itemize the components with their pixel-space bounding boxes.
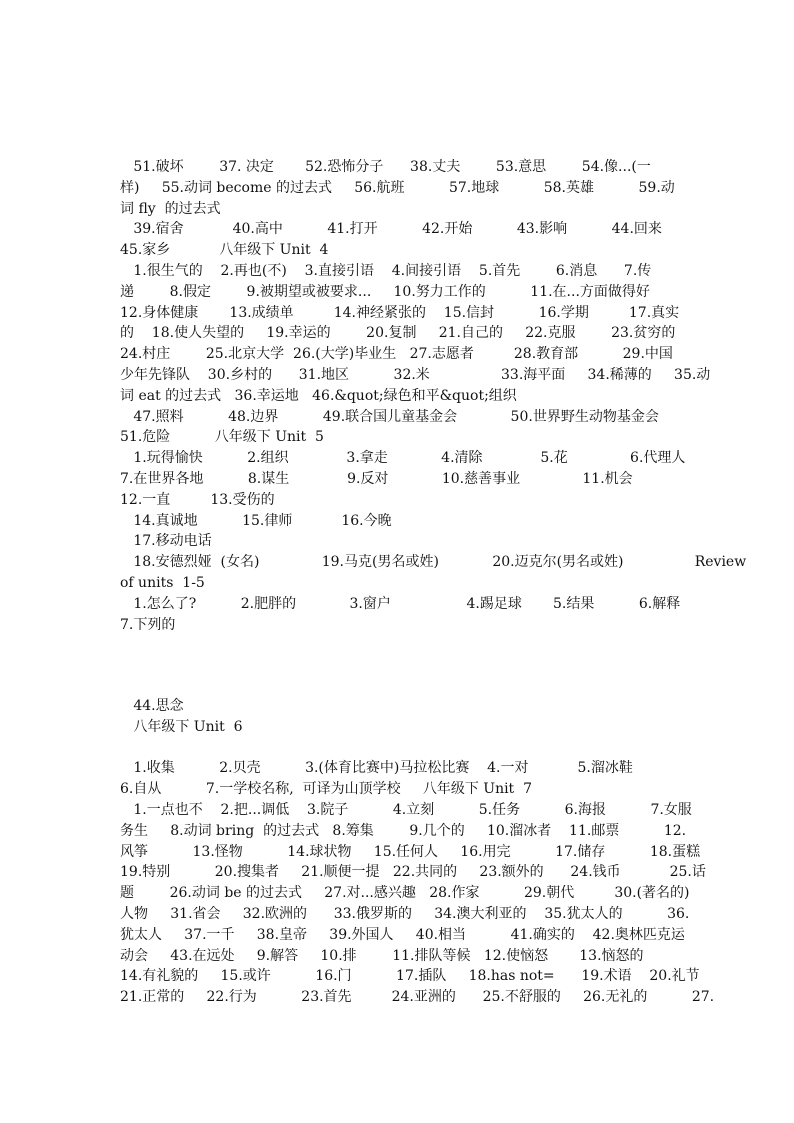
block1-line: 样) 55.动词 become 的过去式 56.航班 57.地球 58.英雄 59.动 (120, 179, 675, 196)
block1-line: 39.宿舍 40.高中 41.打开 42.开始 43.影响 44.回来 (120, 221, 662, 238)
block1-line: 7.在世界各地 8.谋生 9.反对 10.慈善事业 11.机会 (120, 471, 633, 487)
block2-line: 6.自从 7.一学校名称, 可译为山顶学校 八年级下 Unit 7 (120, 781, 532, 798)
block1-line: 18.安德烈娅 (女名) 19.马克(男名或姓) 20.迈克尔(男名或姓) Review (120, 554, 747, 571)
block2-line (120, 738, 680, 759)
block1-line: 24.村庄 25.北京大学 26.(大学)毕业生 27.志愿者 28.教育部 29.中国 (120, 346, 673, 363)
block2-line: 14.有礼貌的 15.或许 16.门 17.插队 18.has not= 19.术语 20.礼节 (120, 968, 700, 985)
block2-line: 题 26.动词 be 的过去式 27.对...感兴趣 28.作家 29.朝代 30.(著名的) (120, 885, 690, 902)
block2-line: 21.正常的 22.行为 23.首先 24.亚洲的 25.不舒服的 26.无礼的 27. (120, 989, 715, 1006)
block2-line: 犹太人 37.一千 38.皇帝 39.外国人 40.相当 41.确实的 42.奥林匹克运 (120, 926, 685, 943)
block2-line: 人物 31.省会 32.欧洲的 33.俄罗斯的 34.澳大利亚的 35.犹太人的 36. (120, 906, 690, 922)
block1-line: of units 1-5 (120, 575, 205, 591)
block1-line: 1.很生气的 2.再也(不) 3.直接引语 4.间接引语 5.首先 6.消息 7.传 (120, 263, 652, 279)
block2-line: 务生 8.动词 bring 的过去式 8.筹集 9.几个的 10.溜冰者 11.邮票 12. (120, 822, 687, 839)
block1-line: 词 eat 的过去式 36.幸运地 46.&quot;绿色和平&quot;组织 (120, 387, 517, 404)
block1-line: 少年先锋队 30.乡村的 31.地区 32.米 33.海平面 34.稀薄的 35.动 (120, 367, 711, 383)
block2-line: 动会 43.在远处 9.解答 10.排 11.排队等候 12.使恼怒 13.恼怒的 (120, 947, 644, 964)
block1-line: 7.下列的 (120, 616, 176, 633)
block2-line: 1.收集 2.贝壳 3.(体育比赛中)马拉松比赛 4.一对 5.溜冰鞋 (120, 760, 633, 777)
block2-line: 1.一点也不 2.把...调低 3.院子 4.立刻 5.任务 6.海报 7.女服 (120, 802, 692, 818)
block2-line: 八年级下 Unit 6 (120, 718, 243, 735)
block1-line: 递 8.假定 9.被期望或被要求... 10.努力工作的 11.在...方面做得好 (120, 283, 650, 300)
block1-line: 17.移动电话 (120, 533, 212, 550)
block1-line: 51.危险 八年级下 Unit 5 (120, 429, 324, 446)
block1-line: 14.真诚地 15.律师 16.今晚 (120, 512, 392, 529)
block1-line: 51.破坏 37. 决定 52.恐怖分子 38.丈夫 53.意思 54.像...(一 (120, 159, 651, 175)
block1-line: 45.家乡 八年级下 Unit 4 (120, 242, 329, 259)
block1-line: 1.怎么了? 2.肥胖的 3.窗户 4.踢足球 5.结果 6.解释 (120, 595, 681, 612)
block1-line: 的 18.使人失望的 19.幸运的 20.复制 21.自己的 22.克服 23.贫穷的 (120, 325, 676, 342)
block1-line: 12.一直 13.受伤的 (120, 491, 275, 508)
block2-line: 19.特别 20.搜集者 21.顺便一提 22.共同的 23.额外的 24.钱币 25.话 (120, 864, 706, 881)
block1-line: 1.玩得愉快 2.组织 3.拿走 4.清除 5.花 6.代理人 (120, 450, 686, 467)
block2-line: 44.思念 (120, 698, 184, 714)
block2-line: 风筝 13.怪物 14.球状物 15.任何人 16.用完 17.储存 18.蛋糕 (120, 843, 701, 860)
block1-line: 47.照料 48.边界 49.联合国儿童基金会 50.世界野生动物基金会 (120, 408, 659, 425)
block1-line: 12.身体健康 13.成绩单 14.神经紧张的 15.信封 16.学期 17.真实 (120, 304, 680, 321)
block1-line: 词 fly 的过去式 (120, 200, 221, 217)
